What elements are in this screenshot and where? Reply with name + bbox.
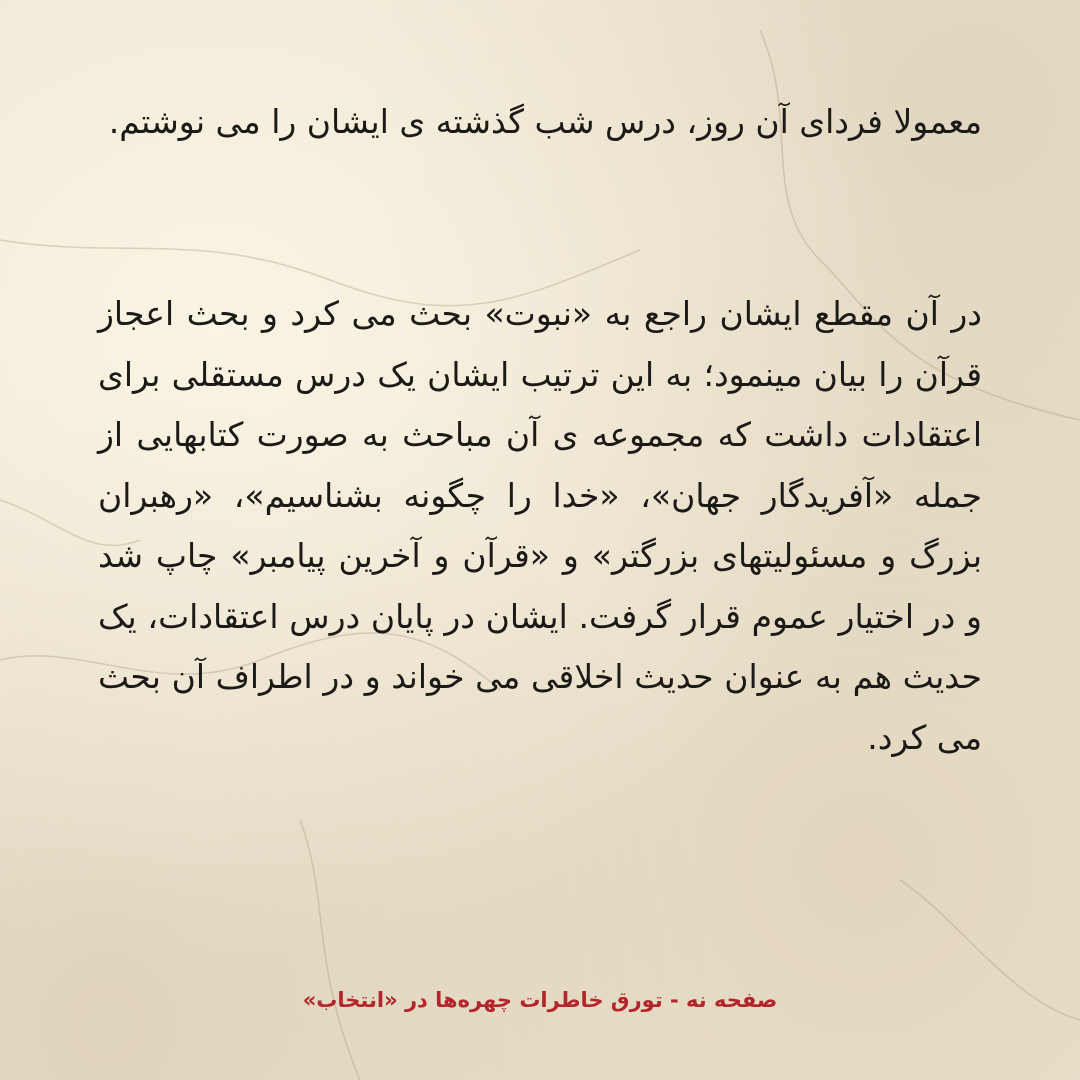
footer-caption: صفحه نه - تورق خاطرات چهره‌ها در «انتخاب» bbox=[302, 988, 778, 1012]
paragraph-2: در آن مقطع ایشان راجع به «نبوت» بحث می کرد و بحث اعجاز قرآن را بیان مینمود؛ به این ترتیب ایشان یک درس مستقلی برای اعتقادات داشت که مجموعه ی آن مباحث به صورت کتابهایی از جمله «آفریدگار جهان»، «خدا را چگونه بشناسیم»، «رهبران بزرگ و مسئولیتهای بزرگتر» و «قرآن و آخرین پیامبر» چاپ شد و در اختیار عموم قرار گرفت. ایشان در پایان درس اعتقادات، یک حدیث هم به عنوان حدیث اخلاقی می خواند و در اطراف آن بحث می کرد. bbox=[98, 294, 982, 757]
paragraph-1: معمولا فردای آن روز، درس شب گذشته ی ایشان را می نوشتم. bbox=[108, 102, 982, 141]
